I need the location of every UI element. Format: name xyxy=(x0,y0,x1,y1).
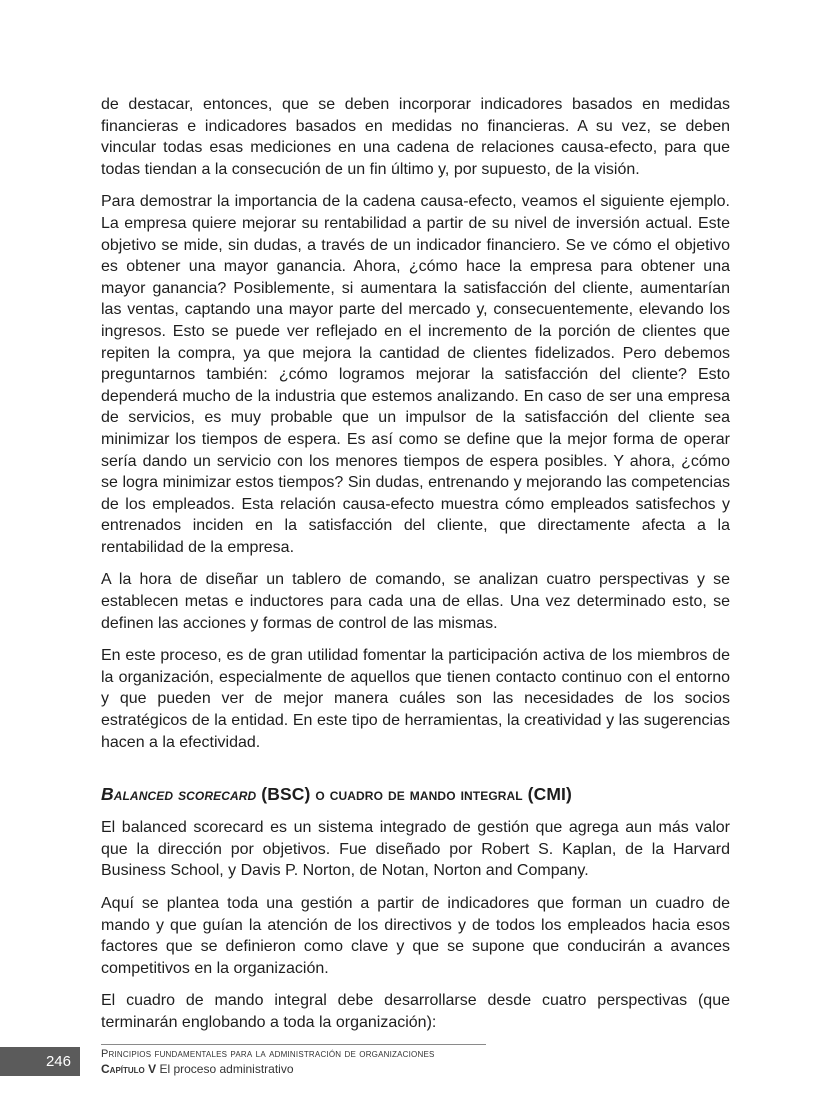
heading-part-cmi: (CMI) xyxy=(522,784,572,805)
body-paragraph-7: El cuadro de mando integral debe desarrollarse desde cuatro perspectivas (que terminarán englobando a toda la organización): xyxy=(101,992,730,1031)
footer-chapter xyxy=(101,1061,435,1077)
section-heading xyxy=(101,782,730,806)
heading-part-cuadro-de-mando: o cuadro de mando integral xyxy=(315,784,523,805)
page-number-tab xyxy=(0,1047,80,1076)
body-paragraph-2: Para demostrar la importancia de la cadena causa-efecto, veamos el siguiente ejemplo. La empresa quiere mejorar su rentabilidad a partir de su nivel de inversión actual. Este objetivo se mide, sin dudas, a través de un indicador financiero. Se ve cómo el objetivo es obtener una mayor ganancia. Ahora, ¿cómo hace la empresa para obtener una mayor ganancia? Posiblemente, si aumentara la satisfacción del cliente, aumentarían las ventas, captando una mayor parte del mercado y, consecuentemente, elevando los ingresos. Esto se puede ver reflejado en el incremento de la porción de clientes que repiten la compra, ya que mejora la cantidad de clientes fidelizados. Pero debemos preguntarnos también: ¿cómo logramos mejorar la satisfacción del cliente? Esto dependerá mucho de la industria que estemos analizando. En caso de ser una empresa de servicios, es muy probable que un impulsor de la satisfacción del cliente sea minimizar los tiempos de espera. Es así como se define que la mejor forma de operar sería dando un servicio con los menores tiempos de espera posibles. Y ahora, ¿cómo se logra minimizar estos tiempos? Sin dudas, entrenando y mejorando las competencias de los empleados. Esta relación causa-efecto muestra cómo empleados satisfechos y entrenados inciden en la satisfacción del cliente, que directamente afecta a la rentabilidad de la empresa. xyxy=(101,193,730,556)
footer-book-title: Principios fundamentales para la administración de organizaciones xyxy=(101,1048,435,1060)
body-paragraph-4: En este proceso, es de gran utilidad fomentar la participación activa de los miembros de la organización, especialmente de aquellos que tienen contacto continuo con el entorno y que pueden ver de mejor manera cuáles son las necesidades de los socios estratégicos de la entidad. En este tipo de herramientas, la creatividad y las sugerencias hacen a la efectividad. xyxy=(101,647,730,751)
body-paragraph-5: El balanced scorecard es un sistema integrado de gestión que agrega aun más valor que la dirección por objetivos. Fue diseñado por Robert S. Kaplan, de la Harvard Business School, y Davis P. Norton, de Notan, Norton and Company. xyxy=(101,819,730,880)
body-paragraph-1: de destacar, entonces, que se deben incorporar indicadores basados en medidas financieras e indicadores basados en medidas no financieras. A su vez, se deben vincular todas esas mediciones en una cadena de relaciones causa-efecto, para que todas tiendan a la consecución de un fin último y, por supuesto, de la visión. xyxy=(101,96,730,178)
running-footer xyxy=(101,1047,435,1077)
footer-chapter-label: Capítulo V xyxy=(101,1062,157,1076)
body-paragraph-6: Aquí se plantea toda una gestión a partir de indicadores que forman un cuadro de mando y que guían la atención de los directivos y de todos los empleados hacia esos factores que se definieron como clave y que se supone que conducirán a avances competitivos en la organización. xyxy=(101,895,730,977)
heading-part-balanced-scorecard: Balanced scorecard xyxy=(101,784,257,805)
heading-part-bsc: (BSC) xyxy=(256,784,316,805)
page-body xyxy=(101,94,730,1045)
body-paragraph-3: A la hora de diseñar un tablero de comando, se analizan cuatro perspectivas y se establecen metas e inductores para cada una de ellas. Una vez determinado esto, se definen las acciones y formas de control de las mismas. xyxy=(101,571,730,632)
footer-divider xyxy=(101,1044,486,1045)
page-number: 246 xyxy=(45,1053,71,1070)
footer-chapter-title: El proceso administrativo xyxy=(156,1062,294,1076)
